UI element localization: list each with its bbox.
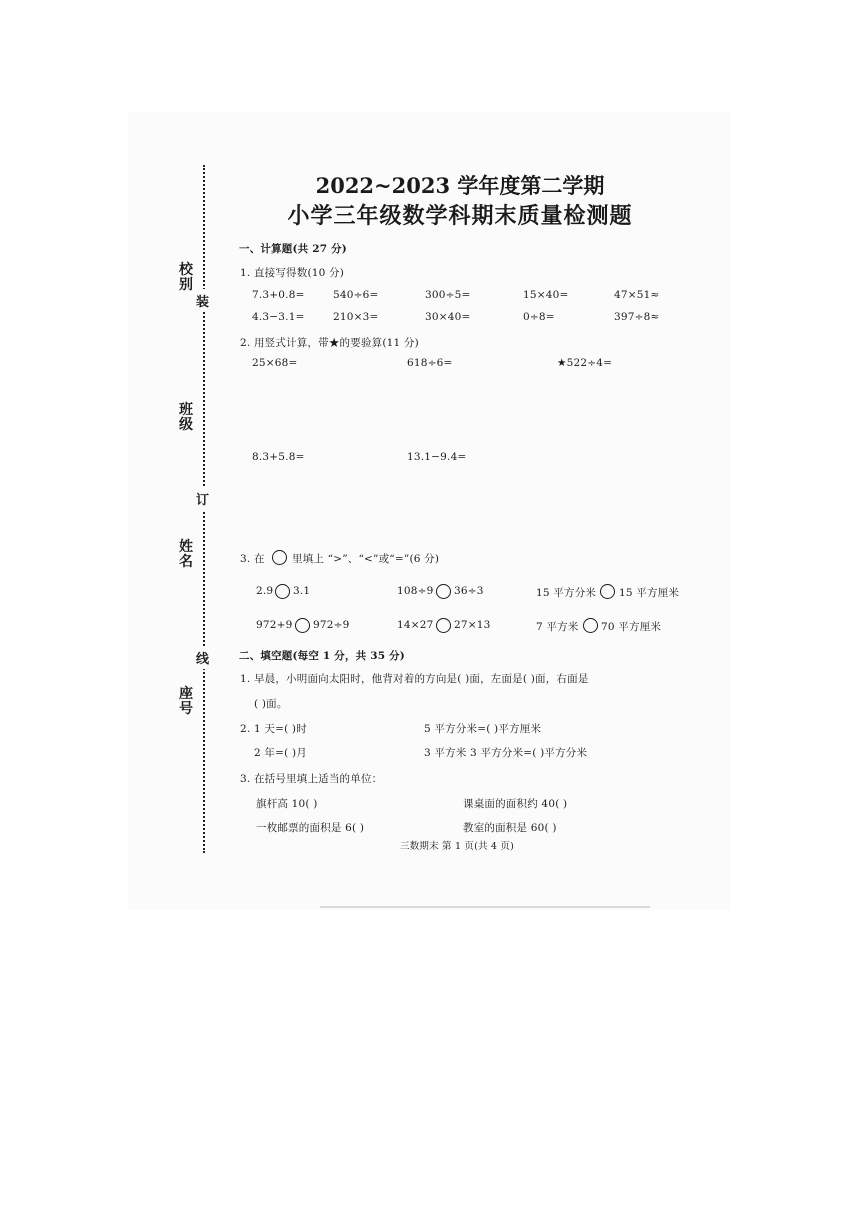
q1-item: 15×40= [523, 289, 569, 301]
fill1-line1: 1. 早晨，小明面向太阳时，他背对着的方向是( )面，左面是( )面，右面是 [240, 673, 589, 685]
compare-right: 972÷9 [313, 619, 350, 631]
compare-left: 14×27 [397, 619, 434, 631]
binding-mark-xian: 线 [196, 646, 209, 669]
q1-item: 397÷8≈ [614, 311, 660, 323]
q2-item: 13.1−9.4= [407, 451, 467, 463]
fill2-item: 3 平方米 3 平方分米=( )平方分米 [424, 747, 588, 759]
section2-heading: 二、填空题(每空 1 分，共 35 分) [239, 650, 405, 662]
compare-left: 972+9 [256, 619, 293, 631]
q2-item: 618÷6= [407, 357, 453, 369]
exam-paper [128, 112, 731, 910]
compare-circle-icon [600, 584, 615, 599]
q3-heading: 3. 在 [240, 553, 265, 565]
q1-item: 0÷8= [523, 311, 555, 323]
binding-mark-zhuang: 装 [196, 289, 209, 312]
q1-item: 30×40= [425, 311, 471, 323]
compare-right: 70 平方厘米 [601, 621, 662, 633]
fill3-item: 教室的面积是 60( ) [463, 822, 557, 834]
compare-circle-icon [583, 618, 598, 633]
exam-title-line2: 小学三年级数学科期末质量检测题 [287, 203, 633, 229]
q1-item: 210×3= [333, 311, 379, 323]
q3-heading-tail: 里填上 “>”、“<”或“=”(6 分) [292, 553, 440, 565]
compare-right: 15 平方厘米 [619, 587, 680, 599]
section1-heading: 一、计算题(共 27 分) [239, 243, 347, 255]
label-name: 姓名 [179, 539, 193, 570]
compare-right: 27×13 [454, 619, 491, 631]
label-school: 校别 [179, 262, 193, 293]
compare-left: 15 平方分米 [536, 587, 597, 599]
q2-item: 25×68= [252, 357, 298, 369]
compare-right: 3.1 [293, 585, 311, 597]
q2-item: 8.3+5.8= [252, 451, 305, 463]
fill3-item: 课桌面的面积约 40( ) [463, 798, 568, 810]
label-class: 班级 [179, 402, 193, 433]
compare-left: 108÷9 [397, 585, 434, 597]
q1-item: 47×51≈ [614, 289, 660, 301]
q2-item: ★522÷4= [557, 357, 613, 369]
fill2-item: 2. 1 天=( )时 [240, 723, 307, 735]
q2-heading: 2. 用竖式计算，带★的要验算(11 分) [240, 337, 419, 349]
compare-circle-icon [295, 618, 310, 633]
q1-item: 540÷6= [333, 289, 379, 301]
compare-circle-icon [436, 584, 451, 599]
compare-left: 7 平方米 [536, 621, 579, 633]
label-seat: 座号 [179, 686, 193, 717]
fill2-item: 2 年=( )月 [254, 747, 307, 759]
compare-right: 36÷3 [454, 585, 484, 597]
fill2-item: 5 平方分米=( )平方厘米 [424, 723, 542, 735]
q1-item: 4.3−3.1= [252, 311, 305, 323]
q1-item: 300÷5= [425, 289, 471, 301]
compare-circle-icon [272, 550, 287, 565]
paper-edge [320, 906, 650, 908]
fill1-line2: ( )面。 [254, 698, 288, 710]
q1-heading: 1. 直接写得数(10 分) [240, 267, 345, 279]
binding-mark-ding: 订 [196, 487, 209, 510]
exam-title-line1: 2022~2023 学年度第二学期 [315, 173, 605, 198]
page-footer: 三数期末 第 1 页(共 4 页) [400, 841, 515, 852]
fill3-item: 旗杆高 10( ) [256, 798, 318, 810]
compare-circle-icon [436, 618, 451, 633]
compare-circle-icon [275, 584, 290, 599]
fill3-heading: 3. 在括号里填上适当的单位： [240, 773, 383, 785]
q1-item: 7.3+0.8= [252, 289, 305, 301]
fill3-item: 一枚邮票的面积是 6( ) [256, 822, 365, 834]
compare-left: 2.9 [256, 585, 274, 597]
